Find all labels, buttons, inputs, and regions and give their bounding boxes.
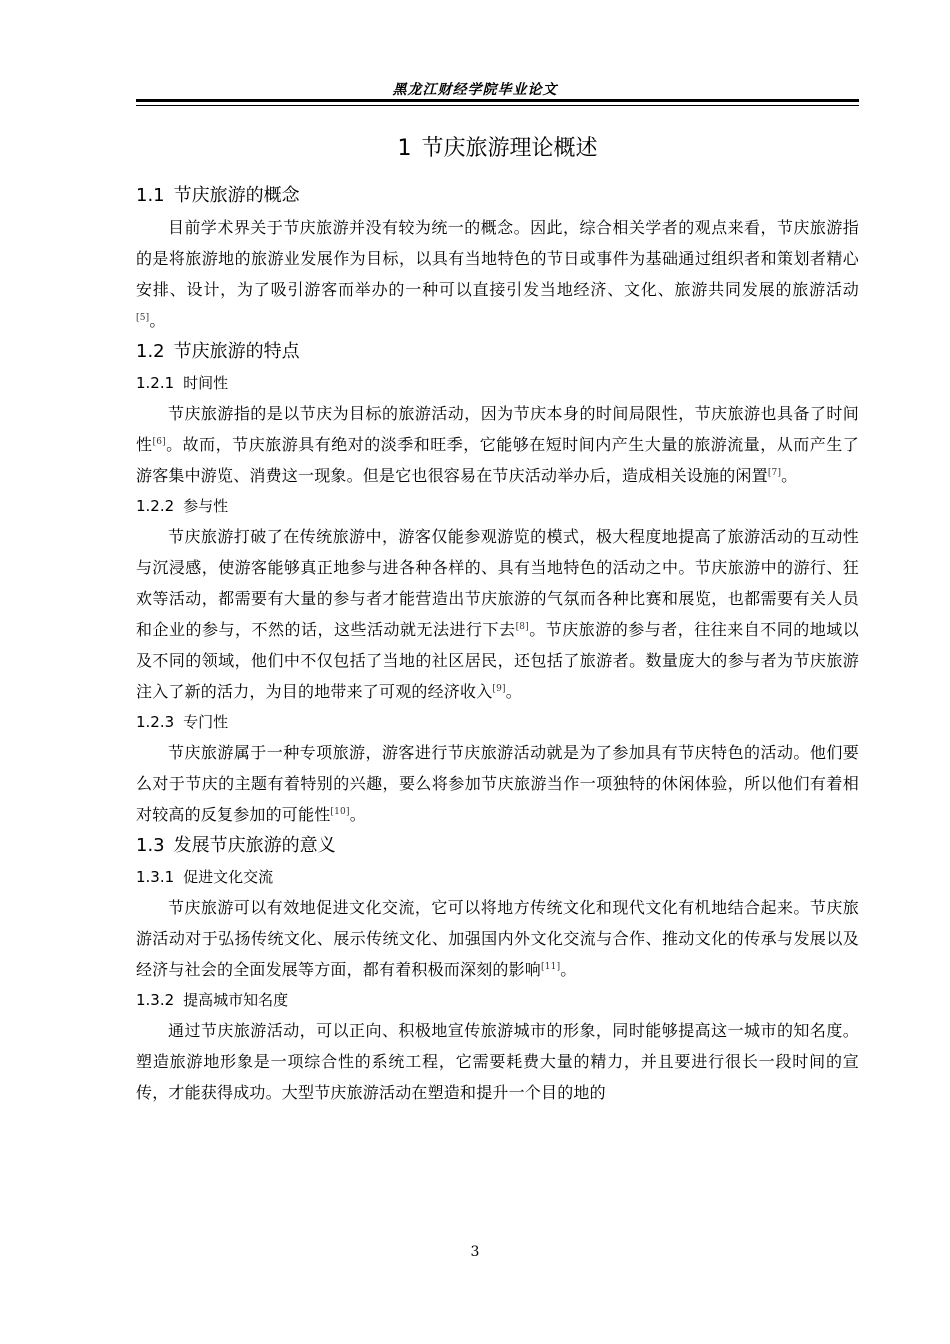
paragraph-text: 。故而，节庆旅游具有绝对的淡季和旺季，它能够在短时间内产生大量的旅游流量，从而产生了游客集中游览、消费这一现象。但是它也很容易在节庆活动举办后，造成相关设施的闲置	[136, 435, 860, 485]
paragraph-cultural-exchange	[136, 892, 859, 985]
subsection-number: 1.3.2	[136, 991, 175, 1009]
paragraph-text: 。	[781, 466, 798, 485]
paragraph-text: 节庆旅游打破了在传统旅游中，游客仅能参观游览的模式，极大程度地提高了旅游活动的互动性与沉浸感，使游客能够真正地参与进各种各样的、具有当地特色的活动之中。节庆旅游中的游行、狂欢等活动，都需要有大量的参与者才能营造出节庆旅游的气氛而各种比赛和展览，也都需要有关人员和企业的参与，不然的话，这些活动就无法进行下去	[136, 527, 859, 639]
section-title: 节庆旅游的概念	[173, 185, 300, 206]
paragraph-text: 。节庆旅游的参与者，往往来自不同的地域以及不同的领域，他们中不仅包括了当地的社区居民，还包括了旅游者。数量庞大的参与者为节庆旅游注入了新的活力，为目的地带来了可观的经济收入	[136, 620, 859, 701]
subsection-heading-1-2-3	[136, 707, 859, 737]
section-number: 1.1	[136, 185, 165, 206]
section-number: 1.2	[136, 341, 165, 362]
paragraph-text: 目前学术界关于节庆旅游并没有较为统一的概念。因此，综合相关学者的观点来看，节庆旅游指的是将旅游地的旅游业发展作为目标，以具有当地特色的节日或事件为基础通过组织者和策划者精心安排、设计，为了吸引游客而举办的一种可以直接引发当地经济、文化、旅游共同发展的旅游活动	[136, 218, 859, 299]
subsection-number: 1.3.1	[136, 868, 175, 886]
header-rule-thick	[136, 99, 859, 102]
citation-ref: [11]	[541, 962, 561, 972]
subsection-heading-1-3-2	[136, 985, 859, 1015]
chapter-heading	[136, 128, 859, 170]
subsection-title: 时间性	[183, 374, 229, 392]
citation-ref: [7]	[767, 468, 782, 478]
subsection-number: 1.2.1	[136, 374, 175, 392]
paragraph-timeliness	[136, 398, 859, 491]
subsection-number: 1.2.2	[136, 497, 175, 515]
paragraph-text: 节庆旅游属于一种专项旅游，游客进行节庆旅游活动就是为了参加具有节庆特色的活动。他们要么对于节庆的主题有着特别的兴趣，要么将参加节庆旅游当作一项独特的休闲体验，所以他们有着相对较高的反复参加的可能性	[136, 743, 859, 824]
page-number: 3	[470, 1244, 480, 1260]
subsection-title: 提高城市知名度	[183, 991, 289, 1009]
paragraph-text: 。	[560, 960, 577, 979]
paragraph-participation	[136, 521, 859, 707]
citation-ref: [10]	[330, 807, 350, 817]
citation-ref: [6]	[152, 437, 166, 447]
section-number: 1.3	[136, 835, 165, 856]
paragraph-text: 节庆旅游可以有效地促进文化交流，它可以将地方传统文化和现代文化有机地结合起来。节庆旅游活动对于弘扬传统文化、展示传统文化、加强国内外文化交流与合作、推动文化的传承与发展以及经济与社会的全面发展等方面，都有着积极而深刻的影响	[136, 898, 859, 979]
subsection-heading-1-2-2	[136, 491, 859, 521]
chapter-title: 节庆旅游理论概述	[421, 136, 598, 161]
section-title: 节庆旅游的特点	[173, 341, 300, 362]
paragraph-concept	[136, 212, 859, 336]
section-heading-1-1	[136, 180, 859, 212]
header-rule-thin	[136, 105, 859, 106]
paragraph-specialization	[136, 737, 859, 830]
section-heading-1-2	[136, 336, 859, 368]
citation-ref: [5]	[136, 313, 150, 323]
citation-ref: [8]	[515, 622, 529, 632]
paragraph-text: 。	[149, 311, 166, 330]
subsection-title: 专门性	[183, 713, 229, 731]
citation-ref: [9]	[492, 684, 506, 694]
paragraph-city-reputation	[136, 1015, 859, 1108]
subsection-title: 参与性	[183, 497, 229, 515]
paragraph-text: 。	[349, 805, 366, 824]
section-title: 发展节庆旅游的意义	[173, 835, 336, 856]
page-content	[136, 128, 859, 1108]
paragraph-text: 。	[505, 682, 522, 701]
paragraph-text: 通过节庆旅游活动，可以正向、积极地宣传旅游城市的形象，同时能够提高这一城市的知名度。塑造旅游地形象是一项综合性的系统工程，它需要耗费大量的精力，并且要进行很长一段时间的宣传，才能获得成功。大型节庆旅游活动在塑造和提升一个目的地的	[136, 1021, 859, 1102]
subsection-heading-1-2-1	[136, 368, 859, 398]
chapter-number: 1	[397, 136, 412, 161]
paragraph-text: 节庆旅游指的是以节庆为目标的旅游活动，因为节庆本身的时间局限性，节庆旅游也具备了时间性	[136, 404, 859, 454]
running-header: 黑龙江财经学院毕业论文	[392, 82, 558, 98]
subsection-heading-1-3-1	[136, 862, 859, 892]
subsection-number: 1.2.3	[136, 713, 175, 731]
subsection-title: 促进文化交流	[183, 868, 274, 886]
section-heading-1-3	[136, 830, 859, 862]
